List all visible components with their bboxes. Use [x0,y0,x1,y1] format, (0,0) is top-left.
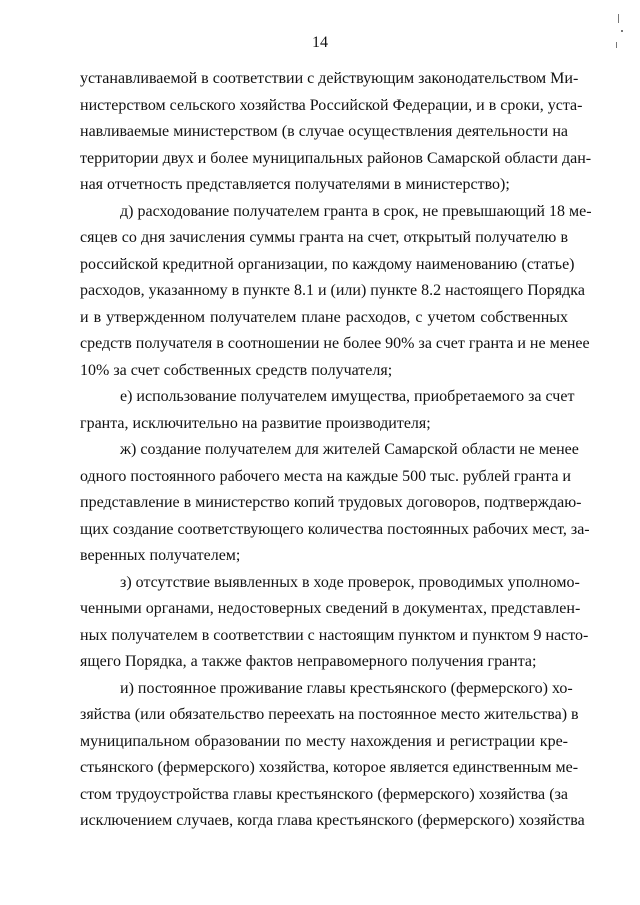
text-line: ная отчетность представляется получателями в министерство); [80,176,510,193]
text-line: российской кредитной организации, по каждому наименованию (статье) [80,255,575,273]
text-line: гранта, исключительно на развитие производителя; [80,414,431,432]
text-line: стом трудоустройства главы крестьянского (фермерского) хозяйства (за [80,785,568,803]
scan-mark [618,14,619,23]
text-line: муниципальном образовании по месту нахождения и регистрации кре- [80,732,568,750]
text-line: и в утвержденном получателем плане расходов, с учетом собственных [80,308,568,326]
text-line: нистерством сельского хозяйства Российской Федерации, и в сроки, уста- [80,96,583,114]
text-line: ящего Порядка, а также фактов неправомерного получения гранта; [80,653,537,670]
text-line: и) постоянное проживание главы крестьянского (фермерского) хо- [120,679,573,697]
text-line: з) отсутствие выявленных в ходе проверок, проводимых уполномо- [120,573,580,591]
text-line: е) использование получателем имущества, приобретаемого за счет [120,388,575,405]
document-body [80,66,592,835]
text-line: зяйства (или обязательство переехать на постоянное место жительства) в [80,706,579,723]
text-line: 10% за счет собственных средств получателя; [80,361,393,379]
text-line: исключением случаев, когда глава крестьянского (фермерского) хозяйства [80,812,585,829]
text-line: представление в министерство копий трудовых договоров, подтверждаю- [80,494,582,511]
text-line: навливаемые министерством (в случае осуществления деятельности на [80,123,568,140]
text-line: д) расходование получателем гранта в срок, не превышающий 18 ме- [120,202,592,220]
text-line: ных получателем в соответствии с настоящим пунктом и пунктом 9 насто- [80,626,589,644]
text-line: щих создание соответствующего количества постоянных рабочих мест, за- [80,520,590,538]
text-line: стьянского (фермерского) хозяйства, которое является единственным ме- [80,759,579,776]
text-line: ж) создание получателем для жителей Самарской области не менее [120,441,579,458]
scan-mark [621,30,623,32]
text-line: сяцев со дня зачисления суммы гранта на счет, открытый получателю в [80,229,568,246]
scan-mark [616,42,617,48]
text-line: расходов, указанному в пункте 8.1 и (или) пункте 8.2 настоящего Порядка [80,282,585,299]
text-line: ченными органами, недостоверных сведений в документах, представлен- [80,600,581,617]
text-line: веренных получателем; [80,547,241,564]
text-line: средств получателя в соотношении не более 90% за счет гранта и не менее [80,335,590,352]
page-number: 14 [312,34,328,51]
text-line: одного постоянного рабочего места на каждые 500 тыс. рублей гранта и [80,467,571,485]
text-line: территории двух и более муниципальных районов Самарской области дан- [80,149,592,167]
text-line: устанавливаемой в соответствии с действующим законодательством Ми- [80,70,579,87]
